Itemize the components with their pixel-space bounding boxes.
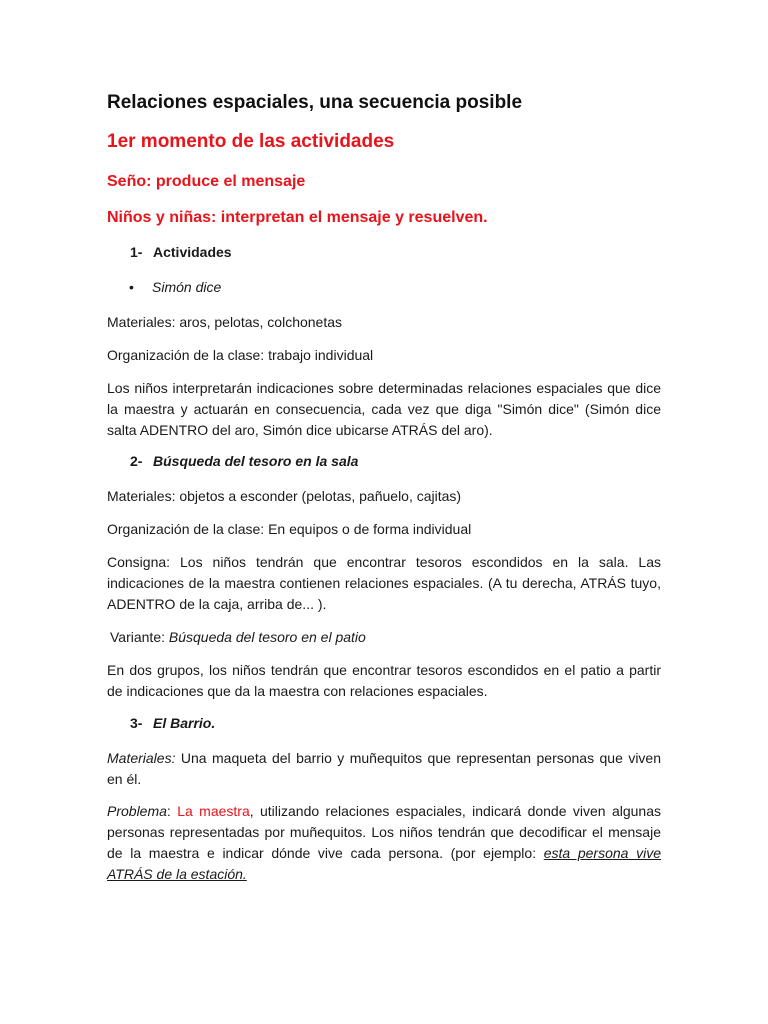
- bullet-dot-icon: •: [129, 279, 134, 295]
- activity-2-materials: Materiales: objetos a esconder (pelotas, pañuelo, cajitas): [107, 488, 462, 504]
- activity-3-heading: [130, 715, 684, 731]
- activity-2-variant-text: En dos grupos, los niños tendrán que encontrar tesoros escondidos en el patio a partir de indicaciones que da la maestra con relaciones espaciales.: [107, 662, 661, 699]
- activity-1-heading: [130, 244, 684, 260]
- activity-3-problem-label: Problema: [107, 803, 167, 819]
- activity-2-variant: [110, 627, 661, 648]
- activity-1-bullet-item: [129, 279, 683, 295]
- activity-2-instruction: Consigna: Los niños tendrán que encontrar tesoros escondidos en la sala. Las indicaciones de la maestra contienen relaciones espaciales. (A tu derecha, ATRÁS tuyo, ADENTRO de la caja, arriba de... ).: [107, 554, 661, 612]
- activity-3-example: esta persona vive ATRÁS de la estación.: [107, 845, 661, 882]
- activity-1-description: Los niños interpretarán indicaciones sobre determinadas relaciones espaciales que dice la maestra y actuarán en consecuencia, cada vez que diga "Simón dice" (Simón dice salta ADENTRO del aro, Simón dice ubicarse ATRÁS del aro).: [107, 380, 661, 438]
- activity-2-organization: Organización de la clase: En equipos o de forma individual: [107, 521, 472, 537]
- activity-1-title: Actividades: [153, 244, 232, 260]
- activity-3-problem-text: , utilizando relaciones espaciales, indicará donde viven algunas personas representadas por muñequitos. Los niños tendrán que decodificar el mensaje de la maestra e indicar dónde vive cada persona. (por ejemplo:: [107, 803, 661, 861]
- activity-3-problem: [107, 801, 661, 885]
- variant-label: Variante:: [110, 629, 165, 645]
- activity-3-problem-teacher: La maestra: [177, 803, 250, 819]
- teacher-role-heading: Seño: produce el mensaje: [107, 173, 306, 190]
- activity-1-organization: Organización de la clase: trabajo individual: [107, 347, 374, 363]
- activity-3-problem-colon: :: [166, 803, 178, 819]
- activity-2-heading: [130, 453, 684, 469]
- children-role-heading: Niños y niñas: interpretan el mensaje y resuelven.: [107, 209, 488, 226]
- activity-3-title: El Barrio.: [153, 715, 216, 731]
- variant-title: Búsqueda del tesoro en el patio: [168, 629, 366, 645]
- activity-2-title: Búsqueda del tesoro en la sala: [153, 453, 359, 469]
- activity-3-materials-text: Una maqueta del barrio y muñequitos que representan personas que viven en él.: [107, 750, 661, 787]
- activity-2-number: 2-: [130, 453, 143, 469]
- document-title: Relaciones espaciales, una secuencia posible: [107, 92, 523, 113]
- activity-1-bullet-text: Simón dice: [152, 279, 222, 295]
- document-subtitle: 1er momento de las actividades: [107, 131, 395, 152]
- activity-3-materials-label: Materiales:: [107, 750, 176, 766]
- activity-1-number: 1-: [130, 244, 143, 260]
- activity-1-materials: Materiales: aros, pelotas, colchonetas: [107, 314, 343, 330]
- activity-3-number: 3-: [130, 715, 143, 731]
- activity-3-materials: [107, 748, 661, 790]
